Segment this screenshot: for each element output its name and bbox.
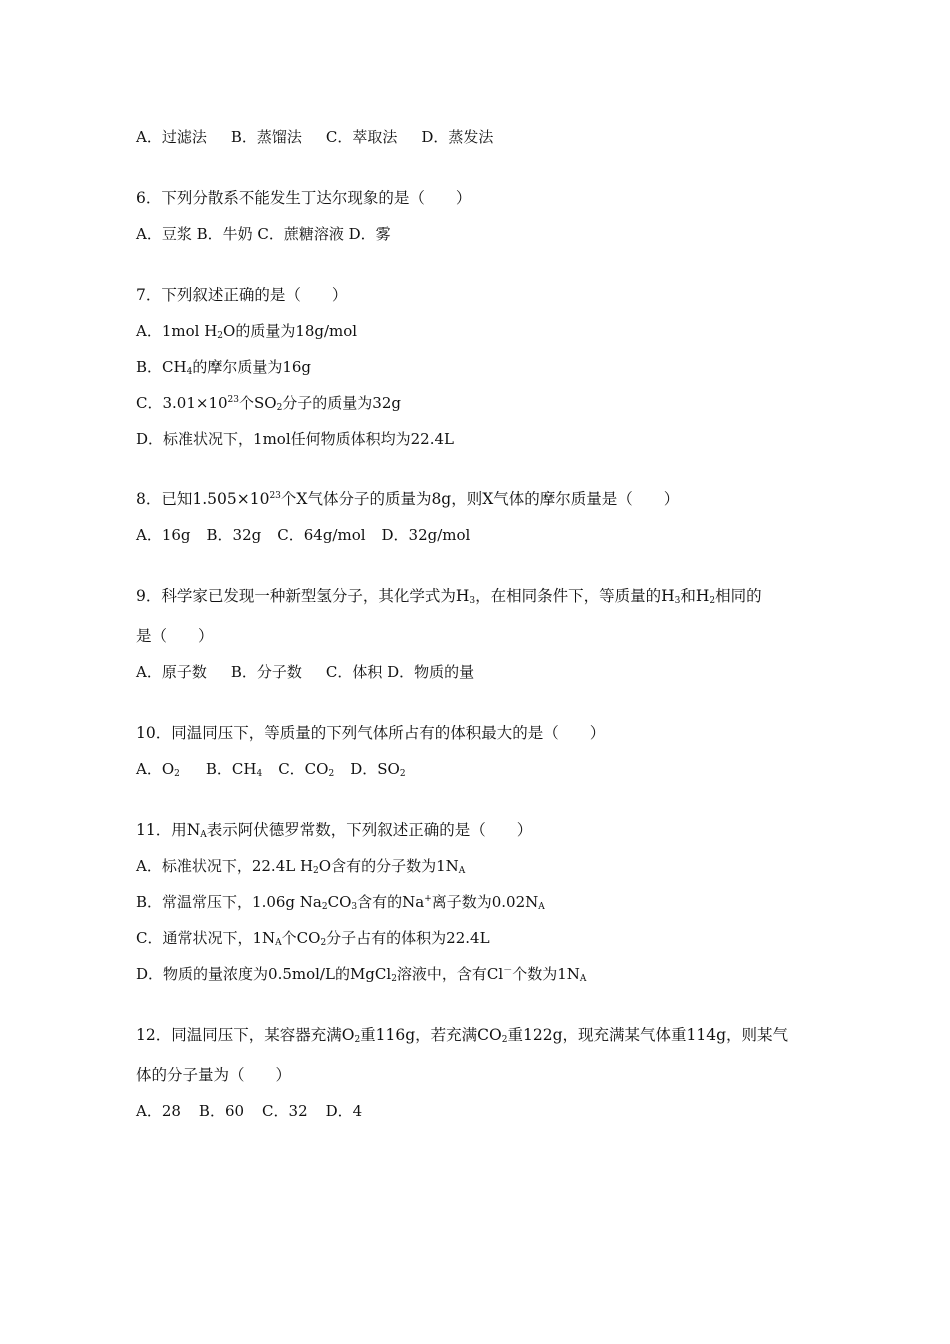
- q9-stem-line1: 9．科学家已发现一种新型氢分子，其化学式为$H_3$，在相同条件下，等质量的$H_3$和$H_2$相同的: [136, 587, 762, 606]
- q9-stem-line2: 是（ ）: [136, 627, 214, 645]
- q11-option-b: B．常温常压下，1.06g $Na_2CO_3$含有的Na+离子数为$0.02N_A$: [136, 893, 545, 912]
- q10-option-c: C．$CO_2$: [278, 760, 335, 779]
- q10-options: [136, 759, 406, 779]
- q8-option-a: A．16g: [136, 526, 191, 544]
- q5-option-d: D．蒸发法: [421, 128, 494, 146]
- q6-options: A．豆浆 B．牛奶 C．蔗糖溶液 D．雾: [136, 225, 391, 243]
- q12-option-b: B．60: [198, 1102, 245, 1120]
- q7-option-d: D．标准状况下，1mol任何物质体积均为22.4L: [136, 430, 454, 448]
- q5-options: [136, 127, 493, 147]
- q8-option-d: D．32g/mol: [381, 526, 471, 544]
- q7-option-b: B．$CH_4$的摩尔质量为16g: [136, 358, 312, 377]
- q8-options: [136, 525, 470, 545]
- q5-option-c: C．萃取法: [325, 128, 398, 146]
- q8-option-b: B．32g: [206, 526, 262, 544]
- q5-option-a: A．过滤法: [136, 128, 207, 146]
- q10-option-b: B．$CH_4$: [205, 760, 263, 779]
- q8-stem: 8．已知$1.505\times 10^{23}$个X气体分子的质量为8g，则X气体的摩尔质量是（ ）: [136, 490, 680, 508]
- q7-stem: 7．下列叙述正确的是（ ）: [136, 286, 348, 304]
- q9-options: [136, 662, 474, 682]
- q10-option-d: D．$SO_2$: [350, 760, 406, 779]
- q12-option-c: C．32: [262, 1102, 308, 1120]
- q12-options: [136, 1101, 362, 1121]
- q10-stem: 10．同温同压下，等质量的下列气体所占有的体积最大的是（ ）: [136, 724, 606, 742]
- q11-stem: 11．用$N_A$表示阿伏德罗常数，下列叙述正确的是（ ）: [136, 821, 533, 840]
- q7-option-c: C．$3.01\times 10^{23}$个$SO_2$分子的质量为32g: [136, 394, 401, 413]
- q10-option-a: A．$O_2$: [136, 760, 180, 779]
- q6-stem: 6．下列分散系不能发生丁达尔现象的是（ ）: [136, 189, 472, 207]
- q12-option-a: A．28: [136, 1102, 181, 1120]
- q12-option-d: D．4: [325, 1102, 363, 1120]
- q9-option-b: B．分子数: [230, 663, 302, 681]
- q5-option-b: B．蒸馏法: [230, 128, 302, 146]
- q8-option-c: C．64g/mol: [277, 526, 366, 544]
- q11-option-c: C．通常状况下，$1N_A$个$CO_2$分子占有的体积为22.4L: [136, 929, 490, 948]
- q9-option-a: A．原子数: [136, 663, 207, 681]
- q11-option-a: A．标准状况下，22.4L $H_2O$含有的分子数为$1N_A$: [136, 857, 466, 876]
- q12-stem-line1: 12．同温同压下，某容器充满$O_2$重116g，若充满$CO_2$重122g，现充满某气体重114g，则某气: [136, 1026, 788, 1045]
- q11-option-d: D．物质的量浓度为0.5mol/L的MgCl$_2$溶液中，含有Cl－个数为$1N_A$: [136, 965, 587, 984]
- q9-option-cd: C．体积 D．物质的量: [325, 663, 475, 681]
- q7-option-a: A．1mol $H_2O$的质量为18g/mol: [136, 322, 358, 341]
- q12-stem-line2: 体的分子量为（ ）: [136, 1066, 292, 1084]
